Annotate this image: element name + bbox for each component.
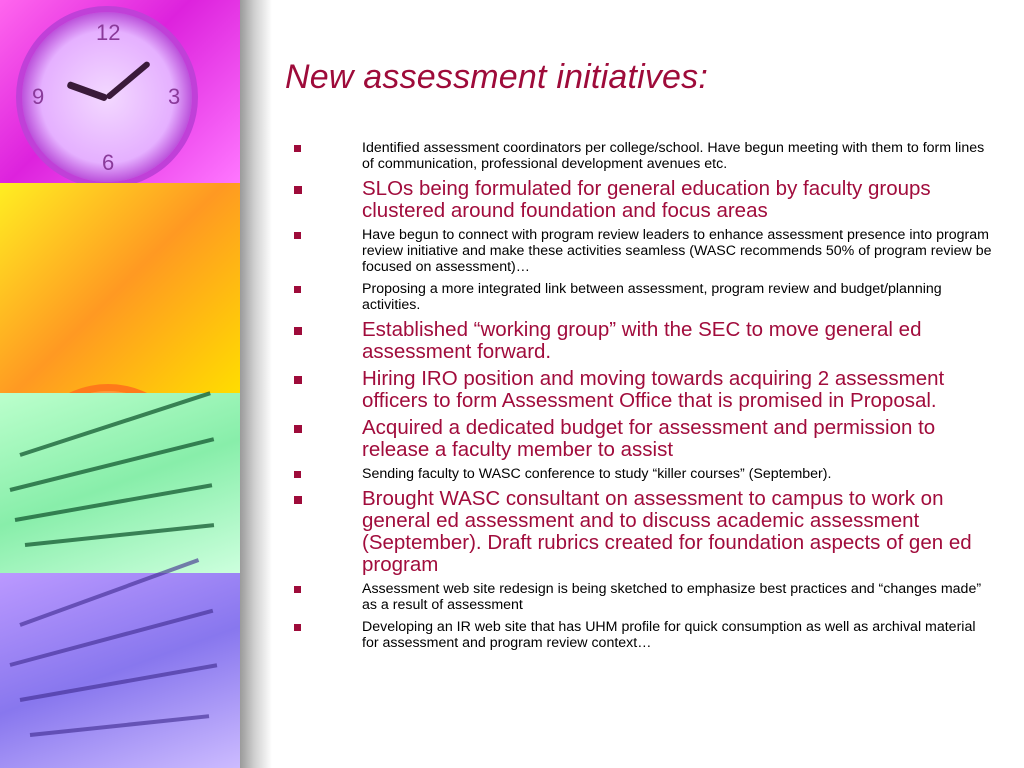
green-books-panel [0,393,240,573]
square-bullet-icon [294,624,301,631]
bullet-text: Identified assessment coordinators per college/school. Have begun meeting with them to form lines of communication, professional development avenues etc. [362,140,985,172]
bullet-text: Have begun to connect with program review leaders to enhance assessment presence into program review initiative and make these activities seamless (WASC recommends 50% of program review be focused on assessment)… [362,227,992,275]
square-bullet-icon [294,145,301,152]
bullet-text: Established “working group” with the SEC to move general ed assessment forward. [362,318,922,363]
square-bullet-icon [294,186,302,194]
bullet-item [290,619,995,651]
bullet-text: Assessment web site redesign is being sketched to emphasize best practices and “changes made” as a result of assessment [362,581,982,613]
orange-clock-panel [0,183,240,393]
bullet-item [290,581,995,613]
bullet-item [290,417,995,461]
square-bullet-icon [294,496,302,504]
square-bullet-icon [294,586,301,593]
clock-hand [66,81,108,102]
square-bullet-icon [294,232,301,239]
clock-numeral: 9 [32,84,45,109]
bullet-item [290,281,995,313]
bullet-item [290,140,995,172]
decorative-image-strip [0,0,240,768]
bullet-item [290,488,995,576]
bullet-text: Brought WASC consultant on assessment to campus to work on general ed assessment and to discuss academic assessment (September). Draft rubrics created for foundation aspects of gen ed program [362,487,972,576]
books-icon [20,663,218,702]
square-bullet-icon [294,327,302,335]
bullet-text: Acquired a dedicated budget for assessment and permission to release a faculty member to assist [362,416,936,461]
bullet-item [290,178,995,222]
bullet-text: Hiring IRO position and moving towards acquiring 2 assessment officers to form Assessment Office that is promised in Proposal. [362,367,945,412]
books-icon [30,714,209,737]
clock-numeral: 6 [102,150,115,175]
square-bullet-icon [294,471,301,478]
square-bullet-icon [294,376,302,384]
purple-books-panel [0,573,240,768]
clock-numeral: 3 [168,84,181,109]
bullet-text: Developing an IR web site that has UHM profile for quick consumption as well as archival material for assessment and program review context… [362,619,976,651]
bullet-list [290,140,995,657]
clock-hand [105,60,151,100]
bullet-text: SLOs being formulated for general education by faculty groups clustered around foundation and focus areas [362,177,931,222]
clock-numeral: 12 [96,20,121,45]
books-icon [15,483,213,522]
slide-title: New assessment initiatives: [285,58,708,96]
bullet-item [290,319,995,363]
bullet-item [290,466,995,482]
bullet-item [290,227,995,275]
square-bullet-icon [294,425,302,433]
bullet-item [290,368,995,412]
purple-clock-panel [0,0,240,183]
books-icon [25,523,214,547]
square-bullet-icon [294,286,301,293]
clock-icon [22,12,192,182]
bullet-text: Proposing a more integrated link between assessment, program review and budget/planning activities. [362,281,942,313]
bullet-text: Sending faculty to WASC conference to study “killer courses” (September). [362,466,832,482]
strip-shadow [240,0,272,768]
